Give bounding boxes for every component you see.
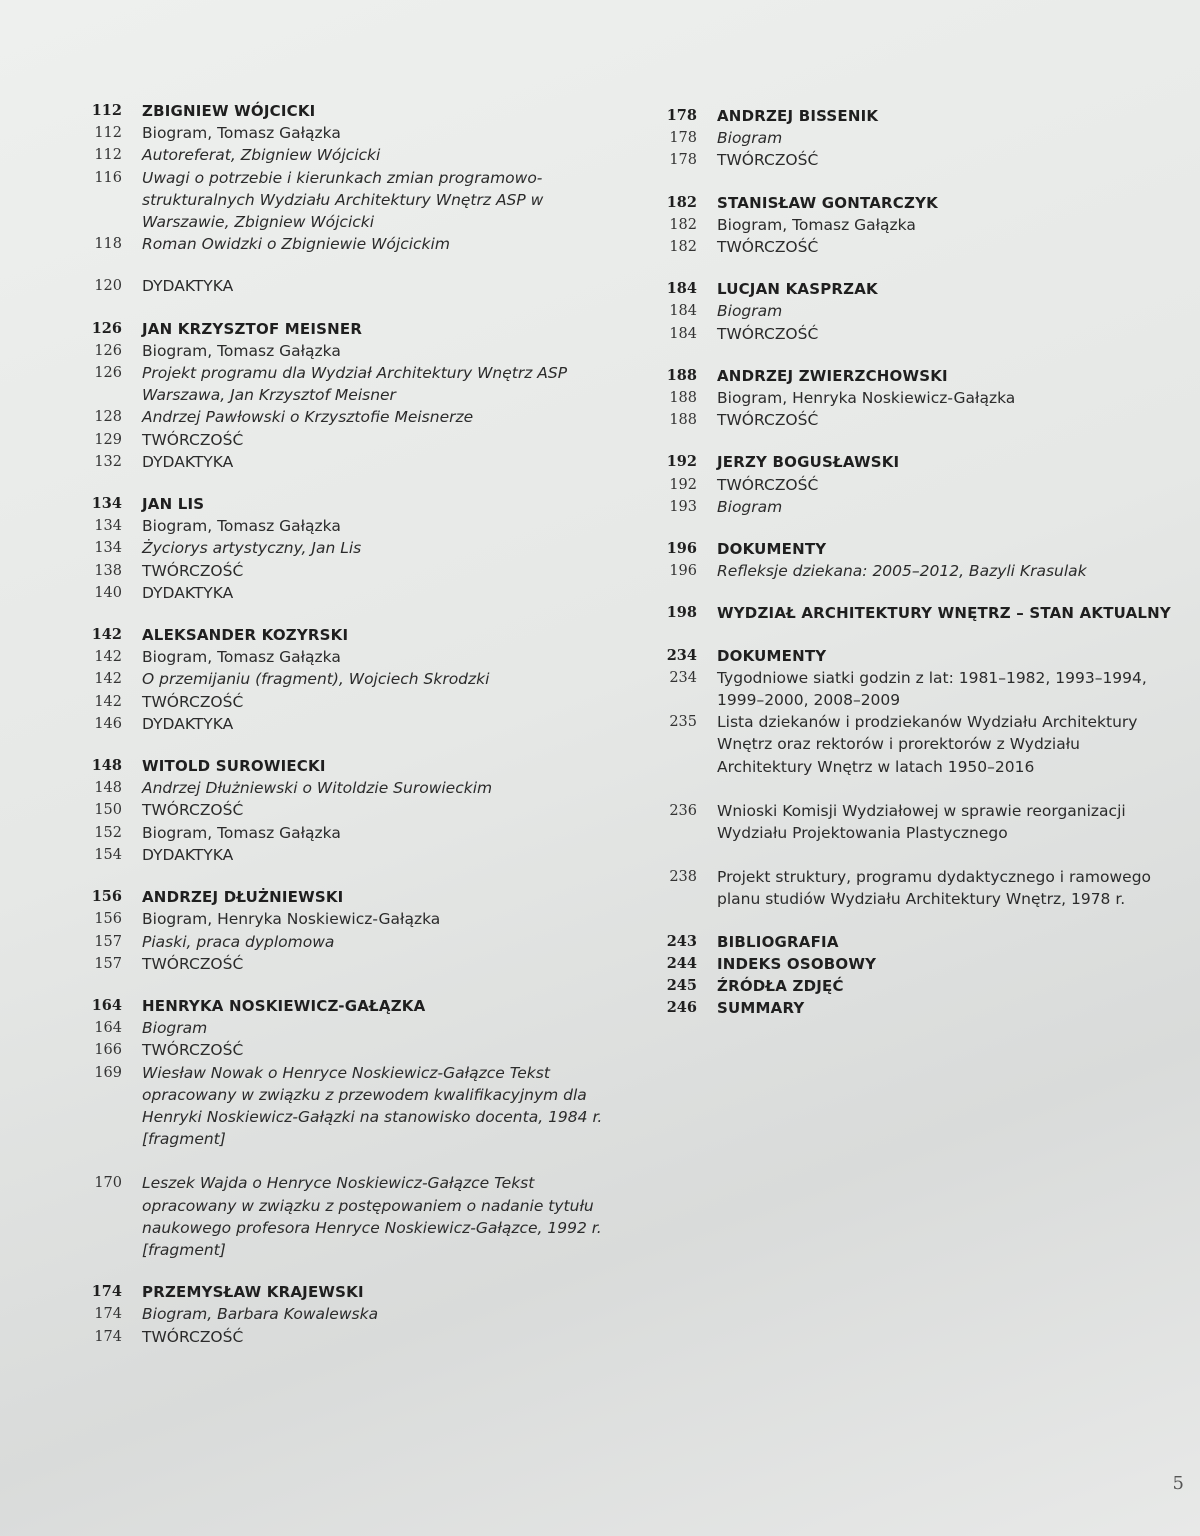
toc-entry-title: Tygodniowe siatki godzin z lat: 1981–1982, 1993–1994, 1999–2000, 2008–2009 xyxy=(717,668,1147,710)
toc-section xyxy=(655,192,1175,259)
toc-page-number: 157 xyxy=(94,955,122,972)
toc-entry-title: ANDRZEJ BISSENIK xyxy=(717,107,879,125)
toc-entry xyxy=(80,406,620,428)
toc-page-number: 246 xyxy=(666,999,697,1017)
toc-page-number: 182 xyxy=(669,239,697,256)
toc-page-number: 140 xyxy=(94,584,122,601)
toc-entry-title: TWÓRCZOŚĆ xyxy=(142,801,244,820)
toc-page-number: 134 xyxy=(94,540,122,557)
toc-heading xyxy=(655,278,1175,300)
toc-page-number: 156 xyxy=(94,911,122,928)
toc-page-number: 128 xyxy=(94,409,122,426)
toc-heading xyxy=(80,624,620,646)
toc-entry-title: Piaski, praca dyplomowa xyxy=(142,932,335,951)
toc-entry-title: BIBLIOGRAFIA xyxy=(717,932,839,951)
toc-entry xyxy=(655,496,1175,518)
toc-entry-title: Autoreferat, Zbigniew Wójcicki xyxy=(142,146,381,165)
toc-page-number: 236 xyxy=(669,802,697,819)
toc-page-number: 164 xyxy=(94,1020,122,1037)
toc-entry-title: DYDAKTYKA xyxy=(142,714,234,733)
toc-entry xyxy=(80,144,620,166)
toc-page-number: 112 xyxy=(91,102,122,119)
toc-entry-title: ANDRZEJ DŁUŻNIEWSKI xyxy=(142,888,344,907)
toc-entry xyxy=(80,1039,620,1061)
toc-entry-title: DOKUMENTY xyxy=(717,540,827,559)
toc-section xyxy=(80,493,620,604)
toc-entry-title: STANISŁAW GONTARCZYK xyxy=(717,193,938,212)
toc-section xyxy=(80,1281,620,1348)
toc-page-number: 182 xyxy=(666,193,697,211)
toc-section xyxy=(80,275,620,297)
toc-entry xyxy=(80,777,620,799)
page-number: 5 xyxy=(1172,1473,1184,1494)
toc-entry xyxy=(655,667,1175,711)
toc-entry-title: ŹRÓDŁA ZDJĘĆ xyxy=(717,977,844,996)
toc-entry-title: Biogram, Tomasz Gałązka xyxy=(142,823,341,842)
toc-page-number: 182 xyxy=(669,216,697,233)
toc-page-number: 174 xyxy=(91,1283,122,1301)
toc-entry xyxy=(80,1303,620,1325)
toc-page-number: 234 xyxy=(666,646,697,664)
toc-right-column xyxy=(655,105,1175,1040)
toc-entry-title: Andrzej Pawłowski o Krzysztofie Meisnerze xyxy=(142,408,474,427)
toc-page-number: 184 xyxy=(669,303,697,320)
toc-heading xyxy=(80,755,620,777)
toc-heading xyxy=(655,365,1175,387)
toc-entry xyxy=(655,711,1175,778)
toc-entry xyxy=(80,691,620,713)
toc-page-number: 148 xyxy=(91,757,122,775)
toc-page-number: 142 xyxy=(94,649,122,666)
toc-entry-title: DYDAKTYKA xyxy=(142,845,234,864)
toc-page-number: 174 xyxy=(94,1328,122,1345)
toc-entry-title: TWÓRCZOŚĆ xyxy=(717,151,819,170)
toc-entry-title: JERZY BOGUSŁAWSKI xyxy=(717,453,900,472)
toc-page-number: 174 xyxy=(94,1306,122,1323)
toc-entry-title: LUCJAN KASPRZAK xyxy=(717,280,878,299)
toc-page-number: 134 xyxy=(94,518,122,535)
toc-section xyxy=(655,538,1175,582)
toc-left-column xyxy=(80,100,620,1368)
toc-section xyxy=(80,318,620,473)
toc-section xyxy=(80,995,620,1261)
toc-page-number: 154 xyxy=(94,846,122,863)
toc-heading xyxy=(655,451,1175,473)
toc-page-number: 188 xyxy=(669,412,697,429)
toc-entry xyxy=(80,167,620,234)
toc-heading xyxy=(655,192,1175,214)
toc-section xyxy=(655,451,1175,518)
toc-page-number: 146 xyxy=(94,715,122,732)
toc-section xyxy=(655,645,1175,911)
toc-page-number: 245 xyxy=(666,977,697,995)
toc-entry-title: TWÓRCZOŚĆ xyxy=(142,692,244,711)
toc-page-number: 150 xyxy=(94,802,122,819)
toc-entry-title: Biogram, Tomasz Gałązka xyxy=(142,124,341,143)
toc-entry xyxy=(655,149,1175,171)
toc-entry-title: O przemijaniu (fragment), Wojciech Skrodzki xyxy=(142,670,490,689)
toc-entry xyxy=(80,1326,620,1348)
toc-page-number: 244 xyxy=(666,954,697,972)
toc-section xyxy=(655,105,1175,172)
toc-heading xyxy=(655,602,1175,624)
toc-heading xyxy=(655,997,1175,1019)
toc-entry-title: TWÓRCZOŚĆ xyxy=(142,954,244,973)
toc-entry xyxy=(80,515,620,537)
toc-entry-title: TWÓRCZOŚĆ xyxy=(142,430,244,449)
toc-entry-title: TWÓRCZOŚĆ xyxy=(717,324,819,343)
toc-entry-title: DOKUMENTY xyxy=(717,646,827,665)
toc-entry xyxy=(655,866,1175,910)
toc-entry xyxy=(655,800,1175,844)
toc-entry-title: TWÓRCZOŚĆ xyxy=(142,1041,244,1060)
toc-page-number: 132 xyxy=(94,453,122,470)
toc-entry xyxy=(655,323,1175,345)
toc-heading xyxy=(655,105,1175,127)
toc-entry xyxy=(655,474,1175,496)
toc-entry-title: HENRYKA NOSKIEWICZ-GAŁĄZKA xyxy=(142,996,426,1015)
toc-page-number: 234 xyxy=(669,669,697,686)
toc-section xyxy=(80,755,620,866)
toc-entry-title: TWÓRCZOŚĆ xyxy=(142,561,244,580)
toc-entry-title: PRZEMYSŁAW KRAJEWSKI xyxy=(142,1283,364,1302)
toc-page-number: 166 xyxy=(94,1042,122,1059)
toc-page-number: 196 xyxy=(669,563,697,580)
toc-entry xyxy=(80,1017,620,1039)
toc-page-number: 193 xyxy=(669,498,697,515)
toc-entry xyxy=(80,1172,620,1261)
toc-entry-title: Biogram, Henryka Noskiewicz-Gałązka xyxy=(142,910,441,929)
toc-entry-title: Biogram, Tomasz Gałązka xyxy=(142,341,341,360)
toc-entry xyxy=(80,953,620,975)
toc-page-number: 184 xyxy=(669,325,697,342)
toc-entry-title: Leszek Wajda o Henryce Noskiewicz-Gałązce Tekst opracowany w związku z postępowaniem o nadanie tytułu naukowego profesora Henryce Noskiewicz-Gałązce, 1992 r. [fragment] xyxy=(142,1174,602,1259)
toc-entry-title: WITOLD SUROWIECKI xyxy=(142,757,326,776)
toc-entry-title: Biogram, Tomasz Gałązka xyxy=(142,517,341,536)
toc-section xyxy=(80,100,620,255)
toc-entry-title: JAN KRZYSZTOF MEISNER xyxy=(142,319,363,338)
toc-section xyxy=(655,365,1175,432)
toc-heading xyxy=(655,538,1175,560)
toc-entry-title: TWÓRCZOŚĆ xyxy=(142,1327,244,1346)
toc-entry xyxy=(80,844,620,866)
toc-entry-title: Refleksje dziekana: 2005–2012, Bazyli Krasulak xyxy=(717,562,1087,581)
toc-page-number: 126 xyxy=(94,342,122,359)
toc-heading xyxy=(80,318,620,340)
toc-heading xyxy=(80,886,620,908)
toc-entry-title: Biogram, Barbara Kowalewska xyxy=(142,1305,379,1324)
toc-page-number: 112 xyxy=(94,125,122,142)
toc-page-number: 156 xyxy=(91,888,122,906)
toc-page-number: 196 xyxy=(666,540,697,558)
toc-heading xyxy=(655,975,1175,997)
toc-entry-title: ANDRZEJ ZWIERZCHOWSKI xyxy=(717,366,948,385)
toc-entry-title: TWÓRCZOŚĆ xyxy=(717,411,819,430)
toc-page-number: 138 xyxy=(94,562,122,579)
toc-entry xyxy=(80,931,620,953)
toc-page-number: 112 xyxy=(94,147,122,164)
toc-entry xyxy=(80,122,620,144)
toc-page-number: 148 xyxy=(94,780,122,797)
toc-entry-title: DYDAKTYKA xyxy=(142,452,234,471)
toc-page-number: 198 xyxy=(666,604,697,622)
toc-entry xyxy=(80,668,620,690)
toc-page-number: 192 xyxy=(669,476,697,493)
toc-entry-title: Biogram, Tomasz Gałązka xyxy=(142,648,341,667)
toc-entry-title: Wnioski Komisji Wydziałowej w sprawie reorganizacji Wydziału Projektowania Plastycznego xyxy=(717,801,1126,843)
toc-page-number: 243 xyxy=(666,932,697,950)
toc-section xyxy=(80,886,620,975)
toc-entry-title: TWÓRCZOŚĆ xyxy=(717,475,819,494)
toc-heading xyxy=(80,493,620,515)
toc-entry xyxy=(80,560,620,582)
toc-entry-title: Andrzej Dłużniewski o Witoldzie Surowieckim xyxy=(142,779,493,798)
toc-entry xyxy=(655,387,1175,409)
toc-entry-title: DYDAKTYKA xyxy=(142,277,234,296)
toc-entry-title: Biogram, Tomasz Gałązka xyxy=(717,215,916,234)
toc-entry xyxy=(80,582,620,604)
toc-section xyxy=(655,602,1175,624)
toc-entry xyxy=(80,451,620,473)
toc-page-number: 129 xyxy=(94,431,122,448)
toc-entry-title: WYDZIAŁ ARCHITEKTURY WNĘTRZ – STAN AKTUALNY xyxy=(717,604,1171,623)
toc-section xyxy=(655,278,1175,345)
toc-page-number: 188 xyxy=(669,390,697,407)
toc-page-number: 170 xyxy=(94,1175,122,1192)
toc-heading xyxy=(80,1281,620,1303)
toc-page-number: 152 xyxy=(94,824,122,841)
toc-entry xyxy=(80,340,620,362)
toc-entry xyxy=(80,713,620,735)
toc-entry xyxy=(80,799,620,821)
toc-entry xyxy=(655,127,1175,149)
toc-page-number: 126 xyxy=(91,319,122,337)
toc-entry xyxy=(655,214,1175,236)
toc-entry xyxy=(80,275,620,297)
toc-entry-title: ALEKSANDER KOZYRSKI xyxy=(142,626,349,645)
toc-page-number: 142 xyxy=(94,671,122,688)
toc-entry xyxy=(655,409,1175,431)
toc-heading xyxy=(655,931,1175,953)
toc-page-number: 238 xyxy=(669,869,697,886)
toc-entry-title: JAN LIS xyxy=(142,495,205,514)
toc-entry xyxy=(655,300,1175,322)
toc-page-number: 178 xyxy=(669,152,697,169)
toc-entry-title: TWÓRCZOŚĆ xyxy=(717,238,819,257)
toc-entry xyxy=(80,429,620,451)
toc-page-number: 157 xyxy=(94,933,122,950)
toc-entry xyxy=(655,560,1175,582)
toc-section xyxy=(80,624,620,735)
toc-section xyxy=(655,931,1175,1020)
toc-entry-title: Biogram xyxy=(717,302,783,321)
toc-entry-title: Wiesław Nowak o Henryce Noskiewicz-Gałązce Tekst opracowany w związku z przewodem kwalifikacyjnym dla Henryki Noskiewicz-Gałązki na stanowisko docenta, 1984 r. [fragment] xyxy=(142,1063,603,1149)
toc-page-number: 118 xyxy=(94,236,122,253)
toc-entry xyxy=(655,236,1175,258)
toc-page-number: 188 xyxy=(666,366,697,384)
toc-entry xyxy=(80,362,620,406)
toc-entry-title: SUMMARY xyxy=(717,999,805,1018)
toc-page-number: 235 xyxy=(669,714,697,731)
toc-heading xyxy=(80,100,620,122)
toc-entry-title: Uwagi o potrzebie i kierunkach zmian programowo-strukturalnych Wydziału Architektury Wnętrz ASP w Warszawie, Zbigniew Wójcicki xyxy=(142,168,544,232)
toc-page-number: 178 xyxy=(669,130,697,147)
toc-entry-title: Roman Owidzki o Zbigniewie Wójcickim xyxy=(142,235,450,254)
toc-page-number: 142 xyxy=(94,693,122,710)
toc-entry-title: INDEKS OSOBOWY xyxy=(717,954,877,973)
toc-entry-title: Biogram xyxy=(717,497,783,516)
toc-entry-title: ZBIGNIEW WÓJCICKI xyxy=(142,102,316,120)
toc-heading xyxy=(655,645,1175,667)
toc-page-number: 126 xyxy=(94,365,122,382)
toc-heading xyxy=(655,953,1175,975)
toc-page-number: 120 xyxy=(94,278,122,295)
toc-entry-title: Projekt struktury, programu dydaktycznego i ramowego planu studiów Wydziału Architektury Wnętrz, 1978 r. xyxy=(717,868,1152,909)
toc-entry xyxy=(80,646,620,668)
toc-page-number: 178 xyxy=(666,107,697,124)
toc-entry xyxy=(80,908,620,930)
toc-heading xyxy=(80,995,620,1017)
toc-entry-title: Życiorys artystyczny, Jan Lis xyxy=(142,539,362,558)
toc-entry xyxy=(80,822,620,844)
toc-entry xyxy=(80,537,620,559)
toc-entry xyxy=(80,233,620,255)
toc-page-number: 142 xyxy=(91,626,122,644)
toc-entry xyxy=(80,1062,620,1151)
toc-entry-title: Biogram xyxy=(717,129,783,148)
toc-page-number: 116 xyxy=(94,169,122,186)
toc-page-number: 164 xyxy=(91,996,122,1014)
toc-entry-title: Biogram xyxy=(142,1019,208,1038)
toc-entry-title: DYDAKTYKA xyxy=(142,583,234,602)
toc-entry-title: Projekt programu dla Wydział Architektury Wnętrz ASP Warszawa, Jan Krzysztof Meisner xyxy=(142,364,568,405)
toc-entry-title: Biogram, Henryka Noskiewicz-Gałązka xyxy=(717,389,1016,408)
toc-entry-title: Lista dziekanów i prodziekanów Wydziału Architektury Wnętrz oraz rektorów i prorektorów z Wydziału Architektury Wnętrz w latach 1950–2016 xyxy=(717,713,1138,776)
toc-page-number: 134 xyxy=(91,495,122,513)
toc-page-number: 192 xyxy=(666,453,697,471)
toc-page-number: 169 xyxy=(94,1064,122,1081)
toc-page-number: 184 xyxy=(666,280,697,298)
